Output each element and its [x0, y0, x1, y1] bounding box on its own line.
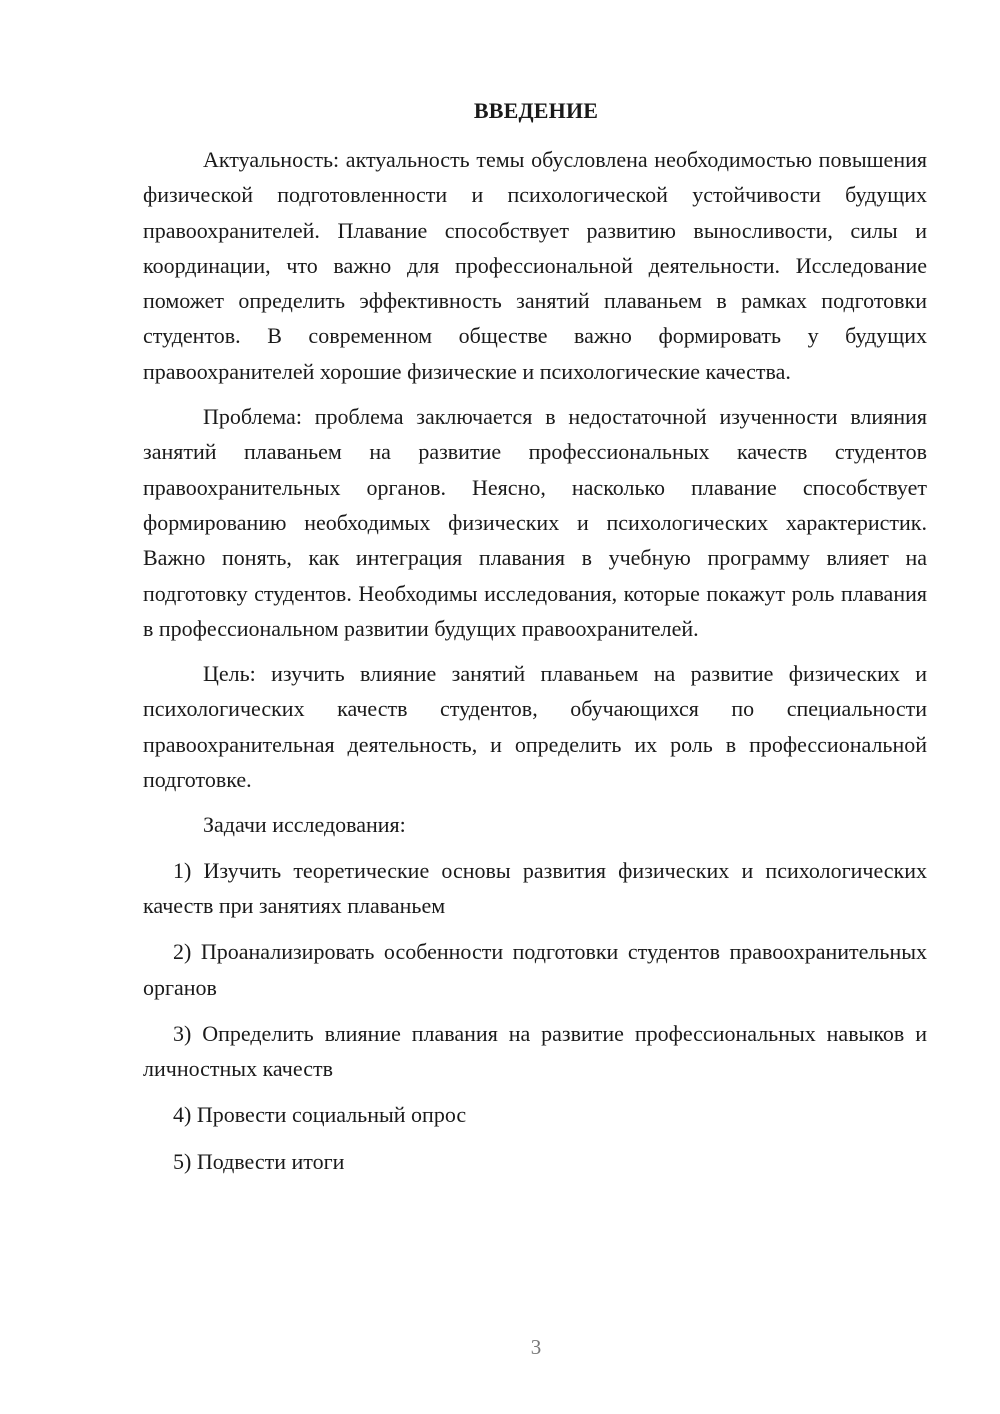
task-item-2: 2) Проанализировать особенности подготовки студентов правоохранительных органов — [143, 939, 927, 1000]
page-title: ВВЕДЕНИЕ — [473, 98, 599, 123]
task-item-4: 4) Провести социальный опрос — [173, 1102, 467, 1128]
goal-paragraph: Цель: изучить влияние занятий плаваньем на развитие физических и психологических качеств студентов, обучающихся по специальности правоохранительная деятельность, и определить их роль в профессиональной подготовке. — [143, 661, 927, 793]
task-item-3: 3) Определить влияние плавания на развитие профессиональных навыков и личностных качеств — [143, 1020, 927, 1082]
task-item-1: 1) Изучить теоретические основы развития физических и психологических качеств при занятиях плаваньем — [143, 857, 927, 918]
relevance-paragraph: Актуальность: актуальность темы обусловлена необходимостью повышения физической подготовленности и психологической устойчивости будущих правоохранителей. Плавание способствует развитию выносливости, силы и координации, что важно для профессиональной деятельности. Исследование поможет определить эффективность занятий плаваньем в рамках подготовки студентов. В современном обществе важно формировать у будущих правоохранителей хорошие физические и психологические качества. — [143, 147, 927, 384]
problem-paragraph: Проблема: проблема заключается в недостаточной изученности влияния занятий плаваньем на развитие профессиональных качеств студентов правоохранительных органов. Неясно, насколько плавание способствует формированию необходимых физических и психологических характеристик. Важно понять, как интеграция плавания в учебную программу влияет на подготовку студентов. Необходимы исследования, которые покажут роль плавания в профессиональном развитии будущих правоохранителей. — [143, 404, 927, 641]
page-number: 3 — [530, 1335, 542, 1359]
task-item-5: 5) Подвести итоги — [173, 1148, 345, 1174]
document-body — [143, 142, 927, 1190]
tasks-heading: Задачи исследования: — [203, 812, 406, 838]
